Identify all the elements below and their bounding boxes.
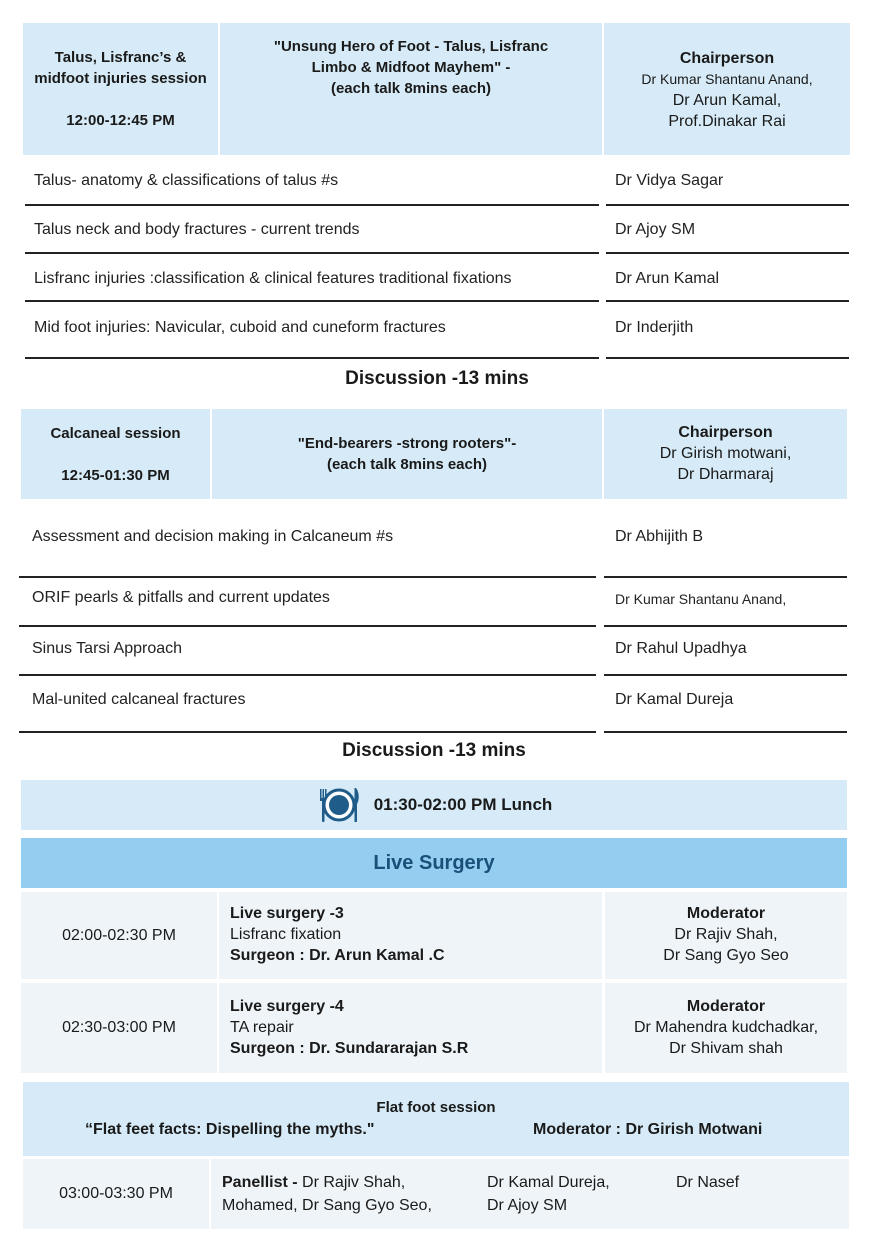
- talus-session-title: Talus, Lisfranc’s & midfoot injuries session: [34, 49, 207, 87]
- live-surgery-surgeon: Surgeon : Dr. Sundararajan S.R: [230, 1040, 469, 1057]
- talus-discussion: Discussion -13 mins: [345, 368, 529, 389]
- talus-talk-topic: Talus- anatomy & classifications of talus #s: [34, 172, 339, 189]
- flat-foot-title: Flat foot session: [376, 1099, 496, 1116]
- talus-talk-speaker: Dr Ajoy SM: [615, 221, 696, 238]
- talus-talk-speaker: Dr Inderjith: [615, 319, 694, 336]
- calcaneal-session-cell: [21, 409, 210, 499]
- calcaneal-talk-speaker: Dr Kumar Shantanu Anand,: [615, 591, 787, 607]
- live-surgery-detail-cell: [219, 983, 602, 1073]
- divider: [604, 674, 847, 676]
- panellist-name: Dr Ajoy SM: [487, 1197, 568, 1214]
- calcaneal-chair-label: Chairperson: [678, 424, 773, 441]
- calcaneal-talk-speaker: Dr Kamal Dureja: [615, 691, 734, 708]
- calcaneal-theme-cell: [212, 409, 602, 499]
- live-surgery-procedure: Lisfranc fixation: [230, 926, 342, 943]
- live-surgery-time-cell: [21, 983, 217, 1073]
- talus-talk-speaker: Dr Arun Kamal: [615, 270, 720, 287]
- live-surgery-moderator: Dr Sang Gyo Seo: [663, 947, 789, 964]
- live-surgery-time: 02:00-02:30 PM: [62, 926, 176, 944]
- talus-chair-name: Prof.Dinakar Rai: [668, 113, 786, 130]
- talus-talk-topic: Talus neck and body fractures - current trends: [34, 221, 360, 238]
- lunch-bar: [21, 780, 847, 830]
- divider: [19, 625, 596, 627]
- calcaneal-talk-topic: Mal-united calcaneal fractures: [32, 691, 246, 708]
- talus-session-cell: [23, 23, 218, 155]
- calcaneal-session-title: Calcaneal session: [50, 424, 181, 442]
- divider: [606, 357, 849, 359]
- flat-foot-header: [23, 1082, 849, 1156]
- calcaneal-theme-line1: "End-bearers -strong rooters"-: [297, 435, 517, 452]
- calcaneal-theme-line2: (each talk 8mins each): [326, 456, 488, 473]
- calcaneal-chair-name: Dr Dharmaraj: [677, 466, 774, 483]
- talus-theme-cell: [220, 23, 602, 155]
- divider: [19, 576, 596, 578]
- flat-foot-panel-cell: [211, 1159, 849, 1229]
- live-surgery-moderator-label: Moderator: [686, 998, 766, 1015]
- calcaneal-talk-speaker: Dr Rahul Upadhya: [615, 640, 747, 657]
- calcaneal-talk-topic: ORIF pearls & pitfalls and current updates: [32, 589, 330, 606]
- talus-chair-name: Dr Kumar Shantanu Anand,: [641, 71, 813, 87]
- talus-talk-topic: Mid foot injuries: Navicular, cuboid and cuneform fractures: [34, 319, 446, 336]
- divider: [25, 252, 599, 254]
- flat-foot-moderator: Moderator : Dr Girish Motwani: [533, 1121, 763, 1138]
- live-surgery-moderator: Dr Mahendra kudchadkar,: [633, 1019, 819, 1036]
- live-surgery-moderator: Dr Rajiv Shah,: [674, 926, 778, 943]
- divider: [25, 300, 599, 302]
- live-surgery-time-cell: [21, 892, 217, 979]
- panellist-name: Dr Kamal Dureja,: [487, 1174, 610, 1191]
- live-surgery-header: Live Surgery: [21, 838, 847, 888]
- live-surgery-time: 02:30-03:00 PM: [62, 1019, 176, 1036]
- divider: [25, 204, 599, 206]
- flat-foot-time-cell: [23, 1159, 209, 1229]
- divider: [25, 357, 599, 359]
- divider: [606, 300, 849, 302]
- divider: [19, 731, 596, 733]
- divider: [604, 625, 847, 627]
- lunch-label: 01:30-02:00 PM Lunch: [373, 795, 553, 814]
- live-surgery-moderator-cell: [605, 892, 847, 979]
- live-surgery-detail-cell: [219, 892, 602, 979]
- plate-cutlery-icon: [316, 785, 362, 825]
- talus-chair-name: Dr Arun Kamal,: [672, 92, 782, 109]
- panellist-name: Dr Nasef: [676, 1174, 740, 1191]
- flat-foot-time: 03:00-03:30 PM: [59, 1185, 173, 1202]
- panellist-label: Panellist -: [222, 1174, 298, 1191]
- calcaneal-talk-topic: Assessment and decision making in Calcaneum #s: [32, 528, 394, 545]
- live-surgery-title: Live surgery -3: [230, 905, 344, 922]
- talus-talk-speaker: Dr Vidya Sagar: [615, 172, 724, 189]
- divider: [604, 576, 847, 578]
- panel-col-1: [222, 1171, 405, 1194]
- talus-theme-line3: (each talk 8mins each): [330, 80, 492, 97]
- divider: [19, 674, 596, 676]
- live-surgery-surgeon: Surgeon : Dr. Arun Kamal .C: [230, 947, 445, 964]
- divider: [606, 204, 849, 206]
- flat-foot-theme: “Flat feet facts: Dispelling the myths.": [85, 1121, 375, 1138]
- talus-theme-line1: "Unsung Hero of Foot - Talus, Lisfranc: [273, 38, 549, 55]
- talus-chair-label: Chairperson: [679, 50, 775, 67]
- calcaneal-talk-topic: Sinus Tarsi Approach: [32, 640, 183, 657]
- talus-chair-cell: [604, 23, 850, 155]
- live-surgery-moderator: Dr Shivam shah: [669, 1040, 783, 1057]
- live-surgery-procedure: TA repair: [230, 1019, 294, 1036]
- live-surgery-title: Live surgery -4: [230, 998, 344, 1015]
- panellist-name: Mohamed, Dr Sang Gyo Seo,: [222, 1197, 432, 1214]
- talus-talk-topic: Lisfranc injuries :classification & clinical features traditional fixations: [34, 270, 512, 287]
- calcaneal-talk-speaker: Dr Abhijith B: [615, 528, 704, 545]
- talus-session-time: 12:00-12:45 PM: [66, 112, 175, 129]
- calcaneal-chair-cell: [604, 409, 847, 499]
- talus-theme-line2: Limbo & Midfoot Mayhem" -: [311, 59, 511, 76]
- panellist-name: Dr Rajiv Shah,: [302, 1174, 406, 1191]
- divider: [604, 731, 847, 733]
- live-surgery-moderator-label: Moderator: [686, 905, 766, 922]
- divider: [606, 252, 849, 254]
- calcaneal-discussion: Discussion -13 mins: [342, 740, 526, 761]
- calcaneal-session-time: 12:45-01:30 PM: [61, 466, 170, 484]
- live-surgery-moderator-cell: [605, 983, 847, 1073]
- calcaneal-chair-name: Dr Girish motwani,: [659, 445, 792, 462]
